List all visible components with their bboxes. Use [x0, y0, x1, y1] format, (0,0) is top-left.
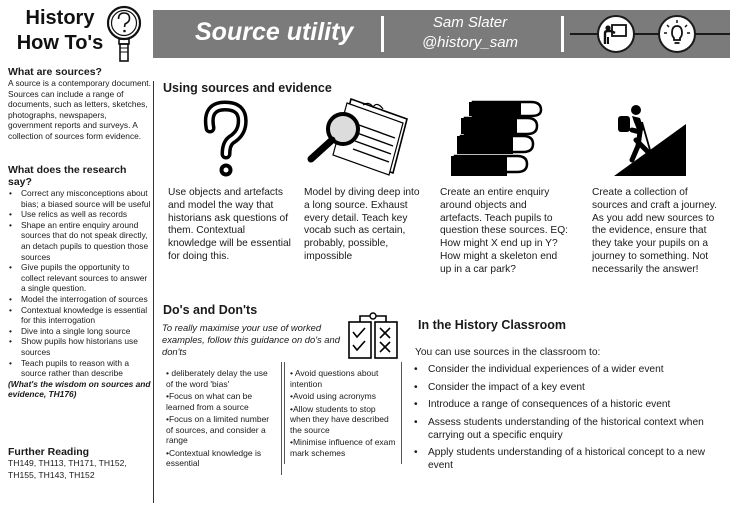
banner-divider: [381, 16, 384, 52]
list-item: • Correct any misconceptions about bias; a biased source will be useful: [8, 188, 152, 209]
list-item: • Introduce a range of consequences of a historic event: [412, 398, 732, 411]
using-col-2-text: Model by diving deep into a long source. Exhaust every detail. Teach key vocab such as certain, probably, possible, impossible: [304, 187, 420, 262]
sidebar-further-reading: [8, 446, 152, 481]
column-divider: [153, 81, 154, 503]
list-item: • Model the interrogation of sources: [8, 294, 152, 305]
list-item: • Shape an entire enquiry around sources that do not speak directly, an detach pupils to question those sources: [8, 220, 152, 262]
dos-item: • deliberately delay the use of the word 'bias': [166, 368, 268, 389]
author-handle: @history_sam: [421, 34, 519, 51]
donts-item: •Allow students to stop when they have described the source: [290, 403, 389, 435]
research-list: [8, 188, 152, 379]
book-stack-icon: [447, 98, 547, 180]
donts-list: [284, 362, 402, 464]
section-body: A source is a contemporary document. Sources can include a range of documents, such as letters, sketches, photographs, newspapers, government reports and surveys. A collection of sources form evidence.: [8, 78, 151, 141]
donts-item: •Minimise influence of exam mark schemes: [290, 437, 396, 458]
hiker-icon: [610, 100, 690, 180]
using-col-3-text: Create an entire enquiry around objects and artefacts. Teach pupils to question these sources. EQ: How might X end up in Y? How might a skeleton end up in a car park?: [440, 187, 568, 275]
question-magnifier-icon: [104, 4, 144, 62]
research-citation: (What's the wisdom on sources and evidence, TH176): [8, 378, 151, 400]
section-heading: In the History Classroom: [418, 318, 566, 332]
using-col-1-text: Use objects and artefacts and model the way that historians ask questions of them. Contextual knowledge will be essential for doing this.: [168, 187, 291, 262]
teacher-board-icon: [597, 15, 635, 53]
author-credit: [400, 13, 540, 53]
further-reading-list: TH149, TH113, TH171, TH152, TH155, TH143, TH152: [8, 458, 127, 480]
section-heading: Do's and Don'ts: [163, 303, 258, 317]
section-heading: What are sources?: [8, 66, 102, 78]
list-item: • Assess students understanding of the historical context when carrying out a specific enquiry: [412, 416, 732, 442]
brand-line-2: How To's: [16, 32, 104, 54]
using-col-4-text: Create a collection of sources and craft a journey. As you add new sources to the evidence, ensure that they take your pupils on a journey to something. Not necessarily the answer!: [592, 187, 717, 275]
list-item: • Contextual knowledge is essential for this interrogation: [8, 305, 152, 326]
section-heading: What does the research say?: [8, 164, 127, 188]
icon-connector-line: [570, 33, 730, 35]
list-item: • Consider the individual experiences of a wider event: [412, 363, 732, 376]
list-item: • Teach pupils to reason with a source rather than describe: [8, 358, 152, 379]
list-item: • Show pupils how historians use sources: [8, 336, 152, 357]
dos-item: •Focus on what can be learned from a source: [166, 391, 253, 412]
magnifying-document-icon: [303, 95, 415, 179]
donts-item: • Avoid questions about intention: [290, 368, 379, 389]
sidebar-research: [8, 164, 152, 400]
section-heading: Using sources and evidence: [163, 81, 332, 95]
dos-donts-intro: To really maximise your use of worked examples, follow this guidance on do's and don'ts: [162, 322, 340, 357]
section-heading: Further Reading: [8, 446, 90, 458]
question-mark-icon: [198, 100, 252, 180]
dos-item: •Contextual knowledge is essential: [166, 447, 262, 468]
list-item: • Give pupils the opportunity to collect relevant sources to answer a single question.: [8, 262, 152, 294]
classroom-list: [412, 363, 732, 477]
list-item: • Use relics as well as records: [8, 209, 152, 220]
brand-line-1: History: [25, 7, 95, 29]
page-title: Source utility: [195, 18, 354, 46]
list-item: • Dive into a single long source: [8, 326, 152, 337]
lightbulb-icon: [658, 15, 696, 53]
list-item: • Consider the impact of a key event: [412, 381, 732, 394]
classroom-intro: You can use sources in the classroom to:: [415, 347, 601, 358]
checklist-clipboard-icon: [345, 312, 401, 362]
donts-item: •Avoid using acronyms: [290, 391, 376, 401]
banner-divider: [561, 16, 564, 52]
sidebar-what-sources: [8, 66, 152, 142]
dos-list: [160, 362, 282, 475]
brand-title: [10, 6, 110, 56]
author-name: Sam Slater: [432, 14, 508, 31]
list-item: • Apply students understanding of a historical concept to a new event: [412, 446, 732, 472]
dos-item: •Focus on a limited number of sources, and consider a range: [166, 414, 270, 445]
